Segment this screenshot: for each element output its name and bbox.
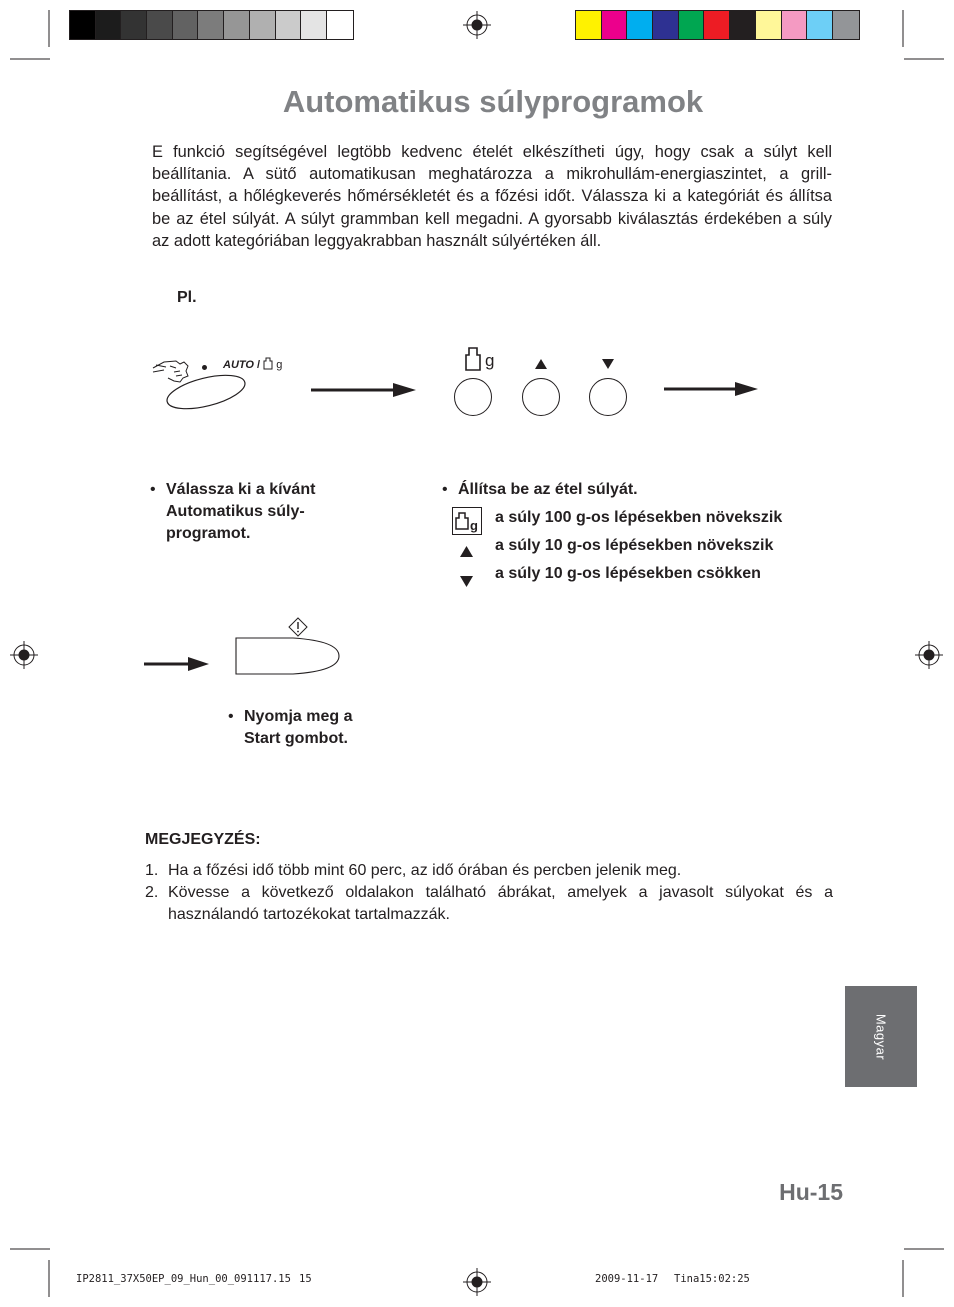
footer-file: IP2811_37X50EP_09_Hun_00_091117.15: [76, 1273, 291, 1285]
page-title: Automatikus súlyprogramok: [282, 84, 704, 119]
auto-weight-dial[interactable]: [163, 370, 249, 414]
note-text: Ha a főzési idő több mint 60 perc, az idő órában és percben jelenik meg.: [168, 862, 682, 879]
up-10g-description: a súly 10 g-os lépésekben növekszik: [495, 537, 774, 554]
language-tab: [845, 986, 917, 1087]
bullet: •: [150, 481, 156, 498]
language-tab-label: Magyar: [873, 1013, 889, 1060]
registration-mark-icon: [10, 641, 38, 669]
intro-paragraph: E funkció segítségével legtöbb kedvenc ételét elkészítheti úgy, hogy csak a súlyt kell beállítania. A sütő automatikusan meghatározza a mikrohullám-energiaszintet, a grill-beállítást, a hőlégkeverés hőmérsékletét és a főzési időt. Válassza ki a kategóriát és állítsa be az étel súlyát. A súlyt grammban kell megadni. A gyorsabb kiválasztás érdekében a súly az adott kategóriában leggyakrabban használt súlyértéken áll.: [152, 143, 832, 250]
step1-line3: programot.: [166, 525, 251, 542]
registration-mark-icon: [463, 1268, 491, 1296]
note-text: Kövesse a következő oldalakon található ábrákat, amelyek a javasolt súlyokat és a használandó tartozékokat tartalmazzák.: [168, 884, 833, 923]
weight-button[interactable]: [454, 378, 492, 416]
registration-mark-icon: [463, 11, 491, 39]
down-triangle-icon: [459, 575, 474, 588]
g-label: g: [276, 359, 283, 371]
step3-line2: Start gombot.: [244, 730, 348, 747]
small-weight-icon: [263, 356, 273, 370]
weight-icon: [464, 344, 484, 372]
auto-weight-label: [223, 356, 282, 371]
arrow-right-icon: [664, 380, 759, 398]
weight-up-button[interactable]: [522, 378, 560, 416]
svg-text:g: g: [470, 518, 478, 533]
step3-instruction: [228, 706, 428, 750]
step3-line1: Nyomja meg a: [244, 708, 353, 725]
bullet: •: [228, 708, 234, 725]
note-list: [145, 860, 833, 926]
start-icon: [288, 617, 308, 637]
slash-label: /: [257, 359, 261, 371]
note-item: [145, 882, 833, 926]
arrow-right-icon: [144, 655, 210, 673]
footer-page: 15: [299, 1273, 312, 1285]
step1-line1: Válassza ki a kívánt: [166, 481, 316, 498]
down-triangle-icon: [601, 358, 615, 370]
up-triangle-icon: [534, 358, 548, 370]
step2-heading: Állítsa be az étel súlyát.: [458, 481, 638, 498]
note-heading: MEGJEGYZÉS:: [145, 831, 261, 848]
start-button[interactable]: [233, 635, 343, 677]
weight-g-label: g: [485, 351, 495, 370]
auto-label: AUTO: [223, 359, 254, 371]
step1-instruction: [150, 479, 370, 545]
note-number: 1.: [145, 862, 159, 879]
page-number: Hu-15: [779, 1179, 843, 1205]
registration-mark-icon: [915, 641, 943, 669]
arrow-right-icon: [311, 381, 417, 399]
weight-down-button[interactable]: [589, 378, 627, 416]
up-triangle-icon: [459, 545, 474, 558]
note-item: [145, 860, 833, 882]
footer-date: 2009-11-17: [595, 1273, 659, 1285]
down-10g-description: a súly 10 g-os lépésekben csökken: [495, 565, 761, 582]
step2-instruction: [442, 479, 842, 501]
weight-icon: [452, 507, 482, 535]
weight-100g-description: a súly 100 g-os lépésekben növekszik: [495, 509, 783, 526]
footer-time: Tina15:02:25: [674, 1273, 750, 1285]
example-label: Pl.: [177, 289, 197, 306]
bullet: •: [442, 481, 448, 498]
note-number: 2.: [145, 884, 159, 901]
step1-line2: Automatikus súly-: [166, 503, 305, 520]
